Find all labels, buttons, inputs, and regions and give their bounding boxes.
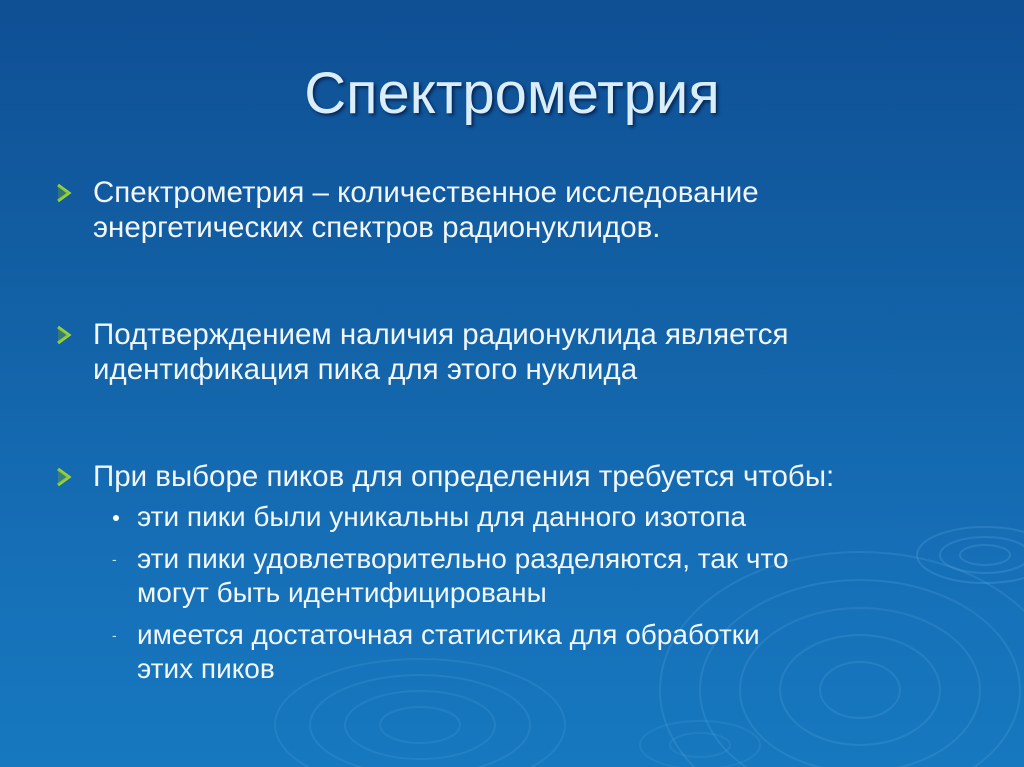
bullet-item [48, 317, 968, 387]
bullet-text-line: Подтверждением наличия радионуклида является [93, 318, 789, 351]
dash-bullet-marker: - [112, 551, 117, 567]
bullet-item [48, 459, 968, 686]
arrow-right-icon [55, 325, 75, 345]
arrow-right-icon [55, 183, 75, 203]
slide-content [48, 175, 968, 686]
sub-bullet-item [49, 542, 968, 610]
sub-bullet-item [49, 500, 968, 534]
dash-bullet-marker: - [112, 627, 117, 643]
bullet-text-line: Спектрометрия – количественное исследование [93, 176, 759, 209]
sub-bullet-text-line: эти пики были уникальны для данного изотопа [137, 501, 747, 532]
sub-bullet-text-line: имеется достаточная статистика для обработки [137, 619, 760, 650]
arrow-right-icon [55, 467, 75, 487]
sub-bullet-text-line: могут быть идентифицированы [137, 577, 547, 608]
sub-bullet-item [49, 618, 968, 686]
bullet-text-line: идентификация пика для этого нуклида [93, 353, 638, 386]
sub-bullet-text-line: эти пики удовлетворительно разделяются, так что [137, 543, 789, 574]
round-bullet-icon [113, 515, 119, 521]
bullet-text-line: При выборе пиков для определения требуется чтобы: [93, 460, 835, 493]
sub-bullet-text-line: этих пиков [137, 653, 275, 684]
bullet-text-line: энергетических спектров радионуклидов. [93, 211, 661, 244]
bullet-item [48, 175, 968, 245]
slide-title: Спектрометрия [304, 61, 720, 126]
